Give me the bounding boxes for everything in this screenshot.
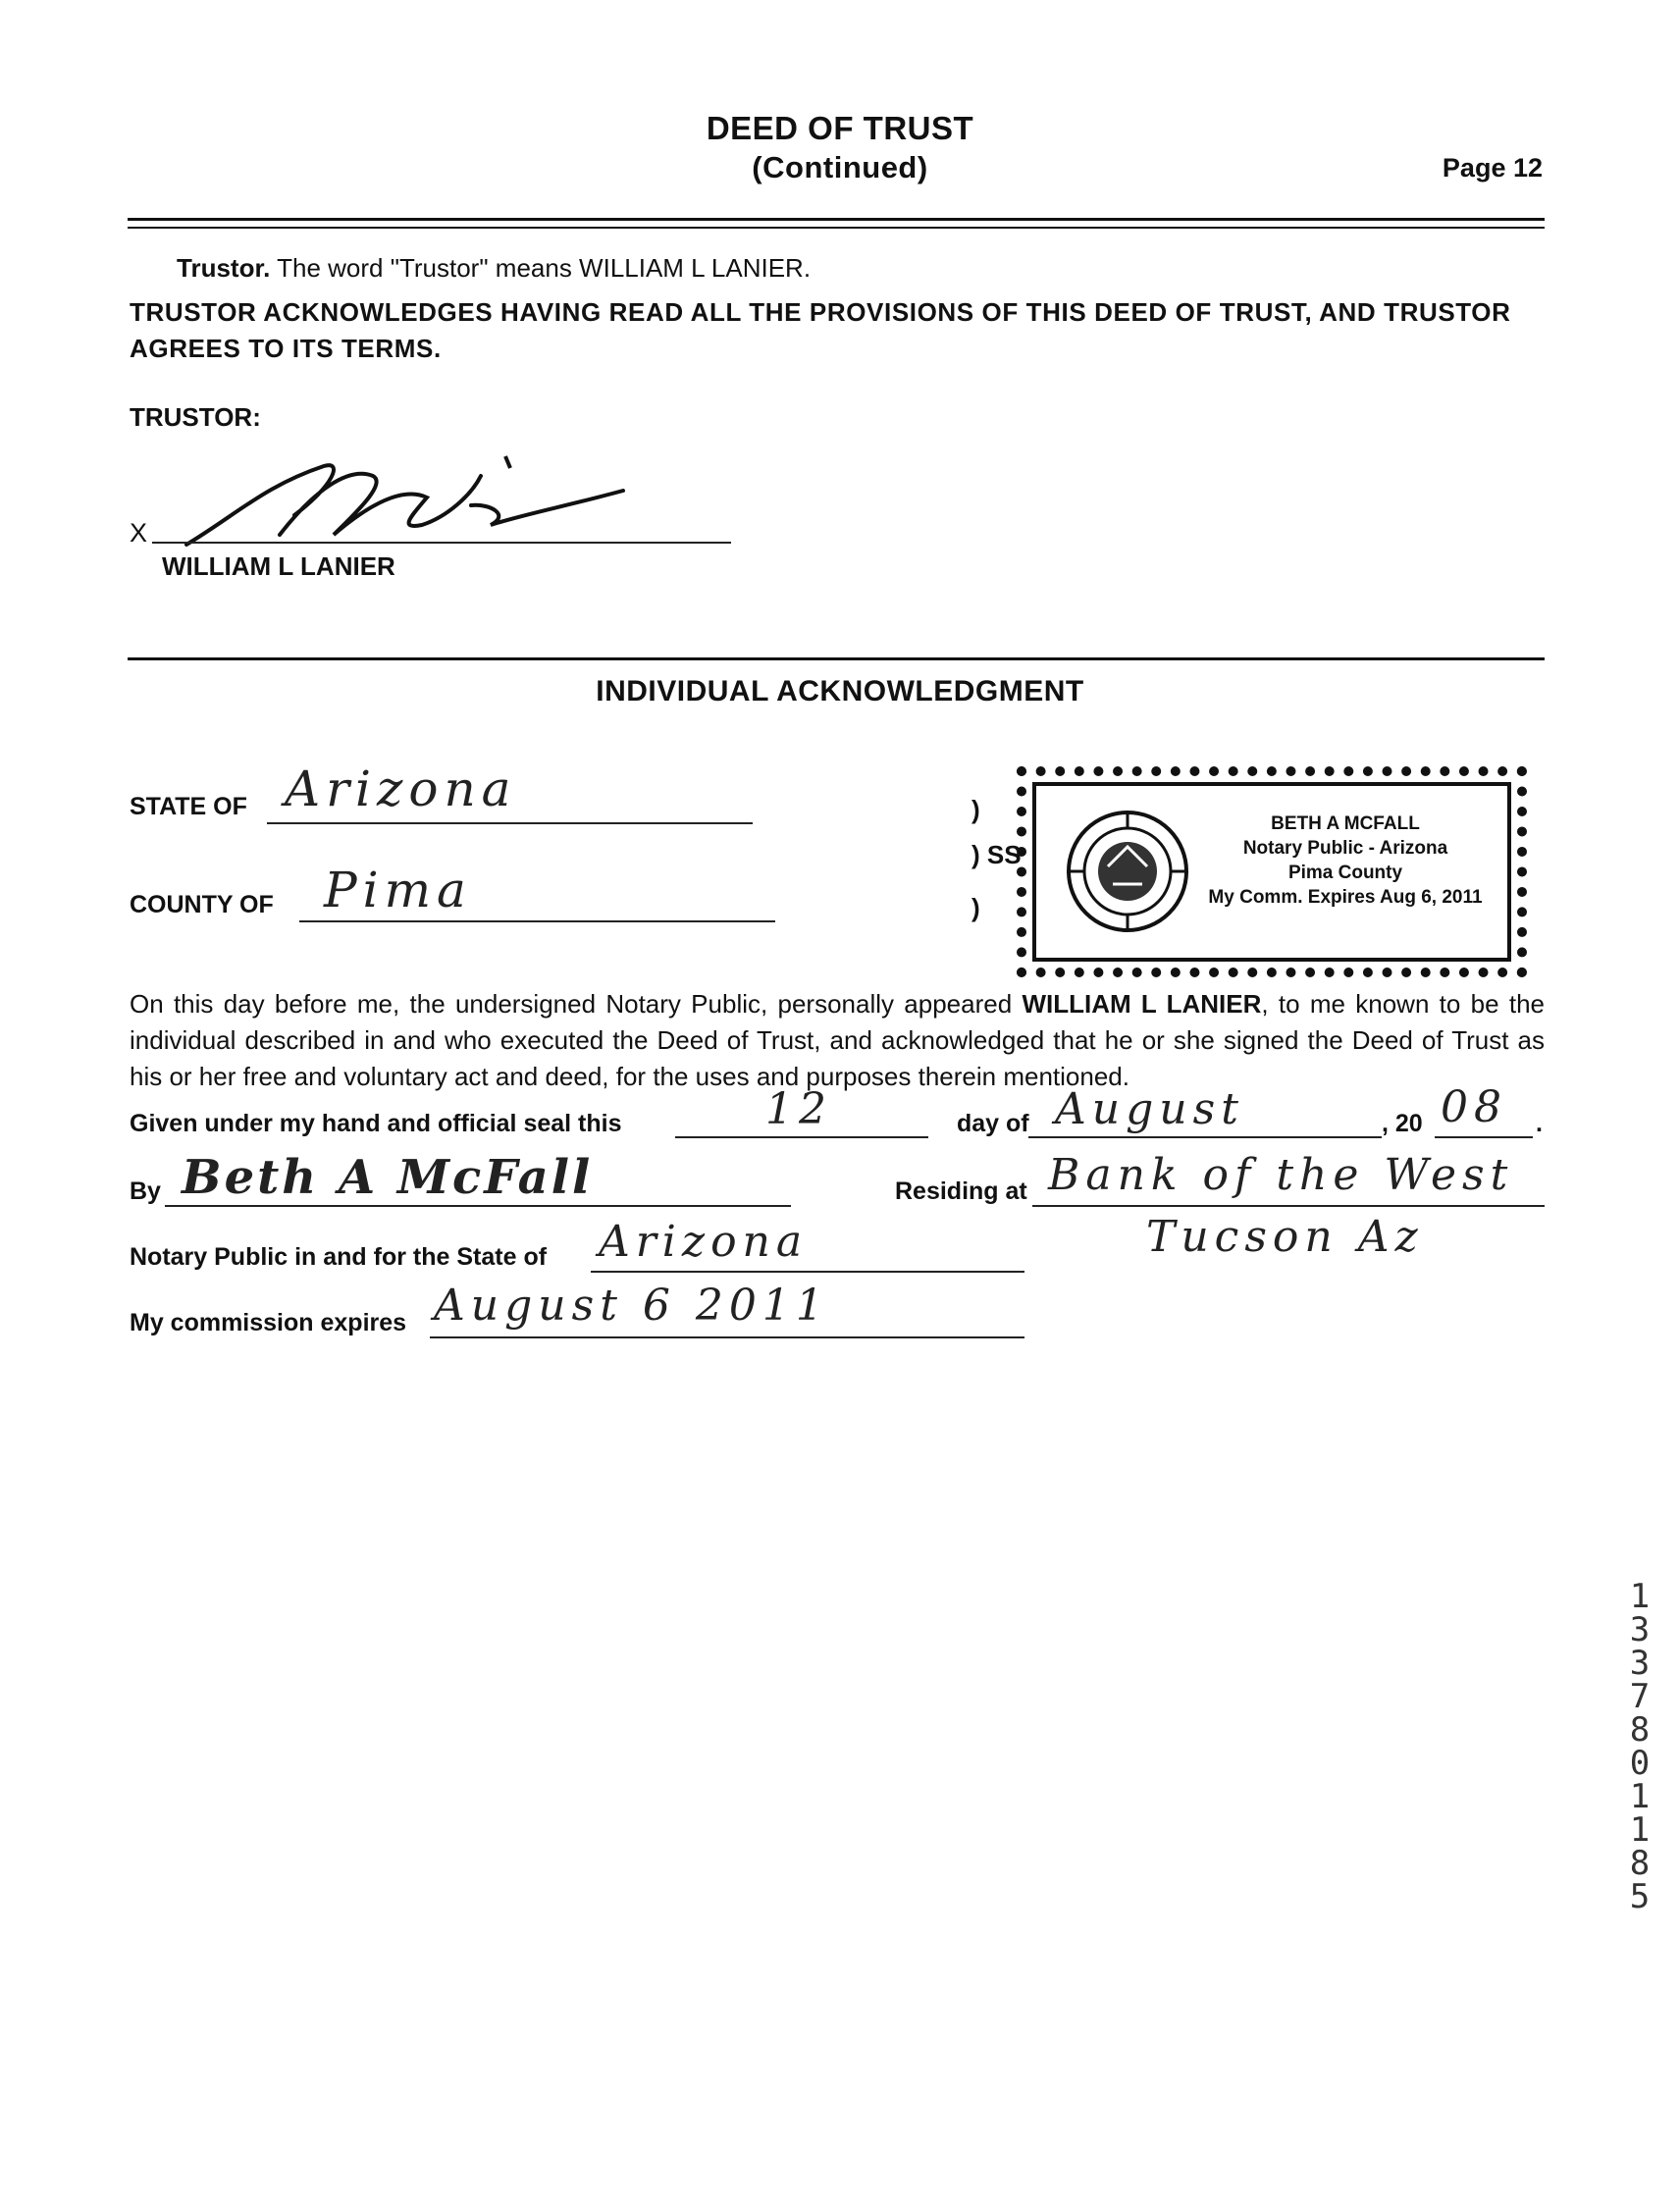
given-year-line — [1435, 1136, 1533, 1138]
seal-notary-name: BETH A MCFALL — [1271, 813, 1420, 834]
seal-line-3: Pima County — [1287, 863, 1403, 883]
given-month-line — [1028, 1136, 1382, 1138]
given-day-line — [675, 1136, 928, 1138]
state-seal-icon — [1064, 808, 1191, 935]
definition-term: Trustor. — [177, 253, 271, 283]
trustor-acknowledgement-statement: TRUSTOR ACKNOWLEDGES HAVING READ ALL THE PROVISIONS OF THIS DEED OF TRUST, AND TRUSTOR AGREES TO ITS TERMS. — [130, 297, 1511, 363]
notary-state-label: Notary Public in and for the State of — [130, 1243, 548, 1271]
acknowledgment-heading: INDIVIDUAL ACKNOWLEDGMENT — [596, 675, 1084, 707]
notary-paragraph-name: WILLIAM L LANIER — [1022, 989, 1262, 1019]
residing-line — [1032, 1205, 1545, 1207]
notary-signature: Beth A McFall — [182, 1150, 594, 1205]
seal-line-4: My Comm. Expires Aug 6, 2011 — [1208, 887, 1483, 908]
notary-paragraph-part2: , to me known to be the individual described in and who executed the Deed of Trust, and acknowledged that he or she signed the Deed of Trust as his or her free and voluntary act and deed, for the uses and purposes therein mentioned. — [130, 989, 1545, 1091]
page-number: Page 12 — [1442, 153, 1543, 183]
residing-value-line2: Tucson Az — [1146, 1212, 1424, 1262]
by-line — [165, 1205, 791, 1207]
trustor-printed-name: WILLIAM L LANIER — [162, 551, 395, 581]
county-line — [299, 920, 775, 922]
residing-value-line1: Bank of the West — [1048, 1150, 1514, 1200]
by-label: By — [130, 1178, 161, 1205]
seal-line-2: Notary Public - Arizona — [1242, 838, 1448, 859]
document-title: DEED OF TRUST — [706, 110, 974, 146]
trustor-signature-line — [152, 542, 731, 544]
given-label: Given under my hand and official seal this — [130, 1110, 622, 1137]
state-label: STATE OF — [130, 793, 247, 820]
state-handwritten-value: Arizona — [285, 760, 517, 817]
given-year-value: 08 — [1441, 1082, 1507, 1132]
notary-state-value: Arizona — [599, 1217, 809, 1267]
notary-paragraph-part1: On this day before me, the undersigned Notary Public, personally appeared — [130, 989, 1023, 1019]
acknowledgment-rule — [128, 657, 1545, 660]
notary-state-line — [591, 1271, 1024, 1273]
commission-line — [430, 1336, 1024, 1338]
county-label: COUNTY OF — [130, 891, 274, 918]
commission-value: August 6 2011 — [434, 1281, 829, 1331]
notary-seal-stamp — [1032, 782, 1511, 962]
paren-1: ) — [971, 795, 980, 824]
given-month-value: August — [1055, 1084, 1244, 1134]
header-rule-bottom — [128, 227, 1545, 229]
trustor-heading: TRUSTOR: — [130, 402, 261, 432]
given-day-label: day of — [957, 1110, 1029, 1137]
paren-3: ) — [971, 893, 980, 922]
commission-label: My commission expires — [130, 1309, 407, 1336]
trustor-definition — [177, 250, 811, 287]
notary-paragraph — [130, 986, 1545, 1095]
seal-text-block — [1193, 811, 1497, 910]
margin-recording-number: 1337801185 — [1629, 1577, 1651, 1916]
residing-label: Residing at — [895, 1178, 1027, 1205]
given-year-prefix: , 20 — [1382, 1110, 1423, 1137]
state-line — [267, 822, 753, 824]
signature-x-mark: X — [130, 518, 148, 548]
document-subtitle: (Continued) — [752, 150, 928, 184]
paren-ss: ) SS — [971, 840, 1022, 869]
given-day-value: 12 — [765, 1084, 832, 1134]
county-handwritten-value: Pima — [324, 862, 472, 918]
definition-text: The word "Trustor" means WILLIAM L LANIER. — [277, 253, 812, 283]
given-period: . — [1536, 1110, 1543, 1137]
header-rule-top — [128, 218, 1545, 221]
